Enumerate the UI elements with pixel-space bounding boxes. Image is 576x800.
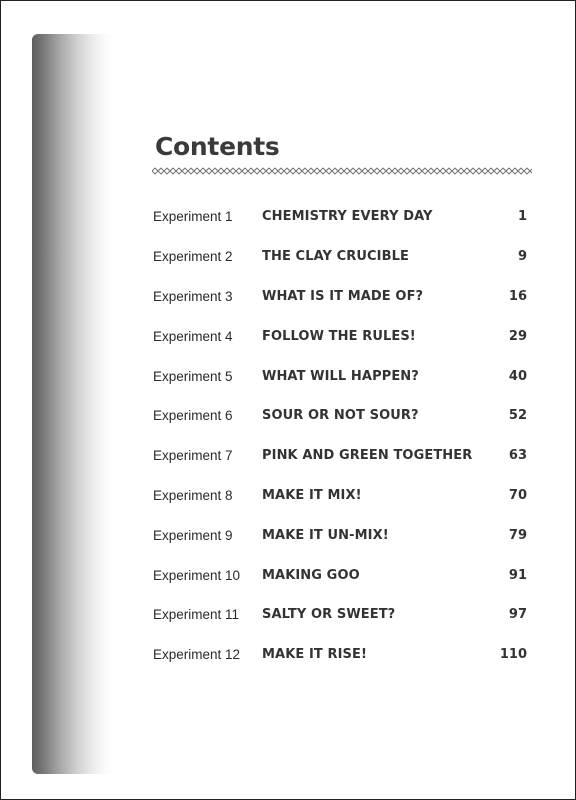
experiment-number: Experiment 12 [153,647,241,663]
experiment-number: Experiment 1 [153,209,233,225]
experiment-number: Experiment 5 [153,368,233,384]
experiment-title: CHEMISTRY EVERY DAY [262,209,433,225]
experiment-number: Experiment 8 [153,487,233,503]
toc-entry[interactable] [153,396,531,436]
toc-entry[interactable] [153,515,531,555]
experiment-title: SALTY OR SWEET? [262,607,396,623]
page-number: 16 [508,288,527,304]
page-number: 97 [508,607,527,623]
experiment-title: FOLLOW THE RULES! [262,328,416,344]
page-title: Contents [155,132,280,161]
experiment-title: MAKING GOO [262,567,360,583]
toc-entry[interactable] [153,476,531,516]
experiment-number: Experiment 6 [153,408,233,424]
experiment-title: MAKE IT UN-MIX! [262,527,389,543]
experiment-title: MAKE IT MIX! [262,487,362,503]
experiment-number: Experiment 9 [153,527,233,543]
experiment-number: Experiment 2 [153,249,233,265]
page-number: 9 [517,249,527,265]
page-number: 91 [508,567,527,583]
toc-entry[interactable] [153,277,531,317]
page-number: 63 [508,448,527,464]
page-number: 40 [508,368,527,384]
toc-entry[interactable] [153,595,531,635]
toc-entry[interactable] [153,316,531,356]
page-number: 79 [508,527,527,543]
page-number: 1 [517,209,527,225]
toc-entry[interactable] [153,237,531,277]
experiment-title: WHAT IS IT MADE OF? [262,288,424,304]
table-of-contents [153,197,531,675]
toc-entry[interactable] [153,356,531,396]
experiment-title: MAKE IT RISE! [262,647,368,663]
page-number: 29 [508,328,527,344]
experiment-number: Experiment 10 [153,567,241,583]
toc-entry[interactable] [153,436,531,476]
toc-entry[interactable] [153,555,531,595]
toc-entry[interactable] [153,635,531,675]
page-number: 70 [508,487,527,503]
page-number: 110 [499,647,527,663]
experiment-title: SOUR OR NOT SOUR? [262,408,419,424]
experiment-number: Experiment 3 [153,288,233,304]
experiment-number: Experiment 11 [153,607,240,623]
experiment-title: THE CLAY CRUCIBLE [262,249,409,265]
toc-entry[interactable] [153,197,531,237]
experiment-title: PINK AND GREEN TOGETHER [262,448,473,464]
experiment-title: WHAT WILL HAPPEN? [262,368,419,384]
experiment-number: Experiment 7 [153,448,233,464]
page-number: 52 [508,408,527,424]
experiment-number: Experiment 4 [153,328,233,344]
zigzag-divider [152,166,532,176]
